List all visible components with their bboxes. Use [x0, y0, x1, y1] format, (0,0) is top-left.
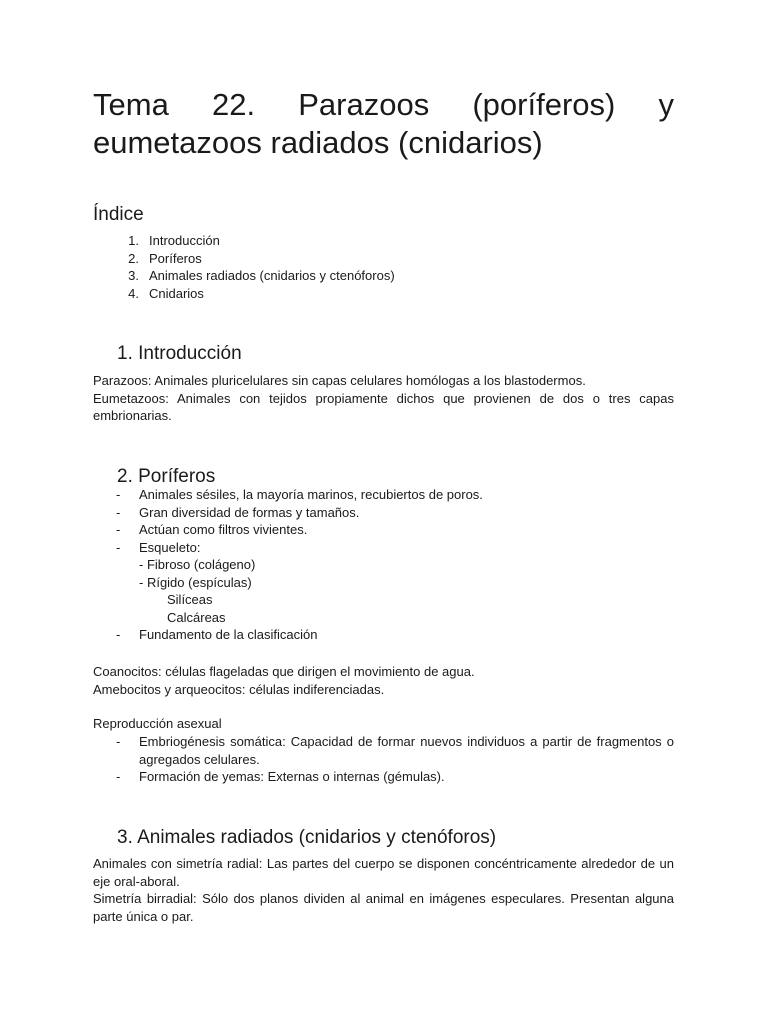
- section-heading-poriferos: 2. Poríferos: [117, 466, 216, 487]
- coanocitos-text: Coanocitos: células flageladas que dirigen el movimiento de agua.: [93, 664, 475, 679]
- parazoos-definition: Parazoos: Animales pluricelulares sin capas celulares homólogas a los blastodermos.: [93, 373, 586, 388]
- list-item: - Gran diversidad de formas y tamaños.: [116, 504, 360, 520]
- reproduction-list: [93, 733, 674, 786]
- eumetazoos-definition: Eumetazoos: Animales con tejidos propiamente dichos que provienen de dos o tres capas embrionarias.: [93, 390, 674, 423]
- sub-item: Calcáreas: [167, 609, 226, 625]
- index-item: 2. Poríferos: [128, 250, 202, 266]
- simetria-birradial-text: Simetría birradial: Sólo dos planos dividen al animal en imágenes especulares. Presentan alguna parte única o par.: [93, 891, 674, 924]
- index-item: 1. Introducción: [128, 233, 220, 248]
- list-item: - Fundamento de la clasificación: [116, 627, 318, 642]
- index-item: 4. Cnidarios: [128, 285, 204, 301]
- index-heading: Índice: [93, 204, 144, 225]
- sub-item: - Rígido (espículas): [139, 574, 252, 590]
- index-item: 3. Animales radiados (cnidarios y ctenóforos): [128, 268, 395, 283]
- sub-item: - Fibroso (colágeno): [139, 557, 256, 572]
- poriferos-bullet-list: [93, 486, 674, 644]
- list-item: - Esqueleto: - Fibroso (colágeno) - Rígido (espículas) Silíceas Calcáreas: [93, 539, 674, 627]
- sub-item: Silíceas: [167, 592, 213, 607]
- section-heading-introduccion: 1. Introducción: [117, 343, 242, 364]
- list-item: - Formación de yemas: Externas o internas (gémulas).: [116, 769, 445, 784]
- amebocitos-text: Amebocitos y arqueocitos: células indiferenciadas.: [93, 681, 385, 697]
- cell-types-text: [93, 663, 674, 698]
- reproduction-heading: Reproducción asexual: [93, 716, 222, 731]
- list-item: - Actúan como filtros vivientes.: [116, 522, 308, 537]
- list-item: - Animales sésiles, la mayoría marinos, recubiertos de poros.: [116, 487, 483, 502]
- section-heading-radiados: 3. Animales radiados (cnidarios y ctenóforos): [117, 827, 497, 848]
- simetria-radial-text: Animales con simetría radial: Las partes del cuerpo se disponen concéntricamente alrededor de un eje oral-aboral.: [93, 856, 674, 889]
- list-item: - Embriogénesis somática: Capacidad de formar nuevos individuos a partir de fragmentos o agregados celulares.: [116, 734, 674, 767]
- section-introduccion-text: [93, 372, 674, 425]
- index-list: [93, 232, 395, 302]
- document-title: Tema 22. Parazoos (poríferos) y eumetazoos radiados (cnidarios): [93, 87, 674, 160]
- section-radiados-text: [93, 855, 674, 925]
